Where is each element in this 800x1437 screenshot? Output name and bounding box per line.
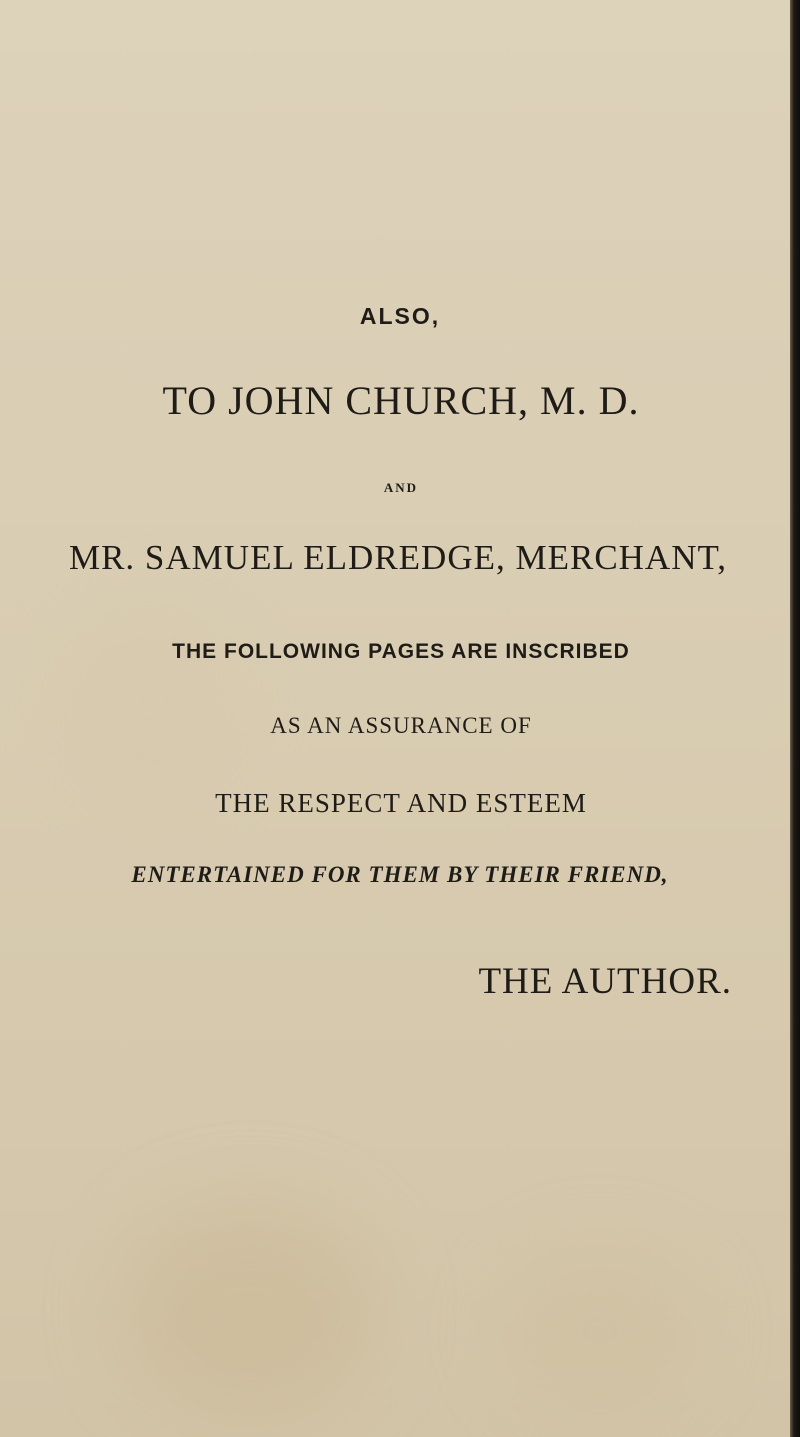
dedication-recipient-church: TO JOHN CHURCH, M. D.	[162, 378, 640, 423]
dedication-also: ALSO,	[359, 303, 441, 329]
dedication-inscribed: THE FOLLOWING PAGES ARE INSCRIBED	[172, 640, 630, 663]
dedication-entertained: ENTERTAINED FOR THEM BY THEIR FRIEND,	[131, 862, 669, 887]
page-binding-edge	[790, 0, 800, 1437]
paper-stain	[60, 600, 240, 800]
dedication-conjunction: AND	[383, 480, 419, 495]
paper-stain	[120, 1200, 380, 1420]
dedication-respect: THE RESPECT AND ESTEEM	[215, 788, 587, 818]
dedication-assurance: AS AN ASSURANCE OF	[270, 713, 532, 738]
dedication-recipient-eldredge: MR. SAMUEL ELDREDGE, MERCHANT,	[68, 538, 728, 577]
dedication-signature: THE AUTHOR.	[478, 961, 732, 1002]
paper-stain	[500, 1250, 700, 1410]
